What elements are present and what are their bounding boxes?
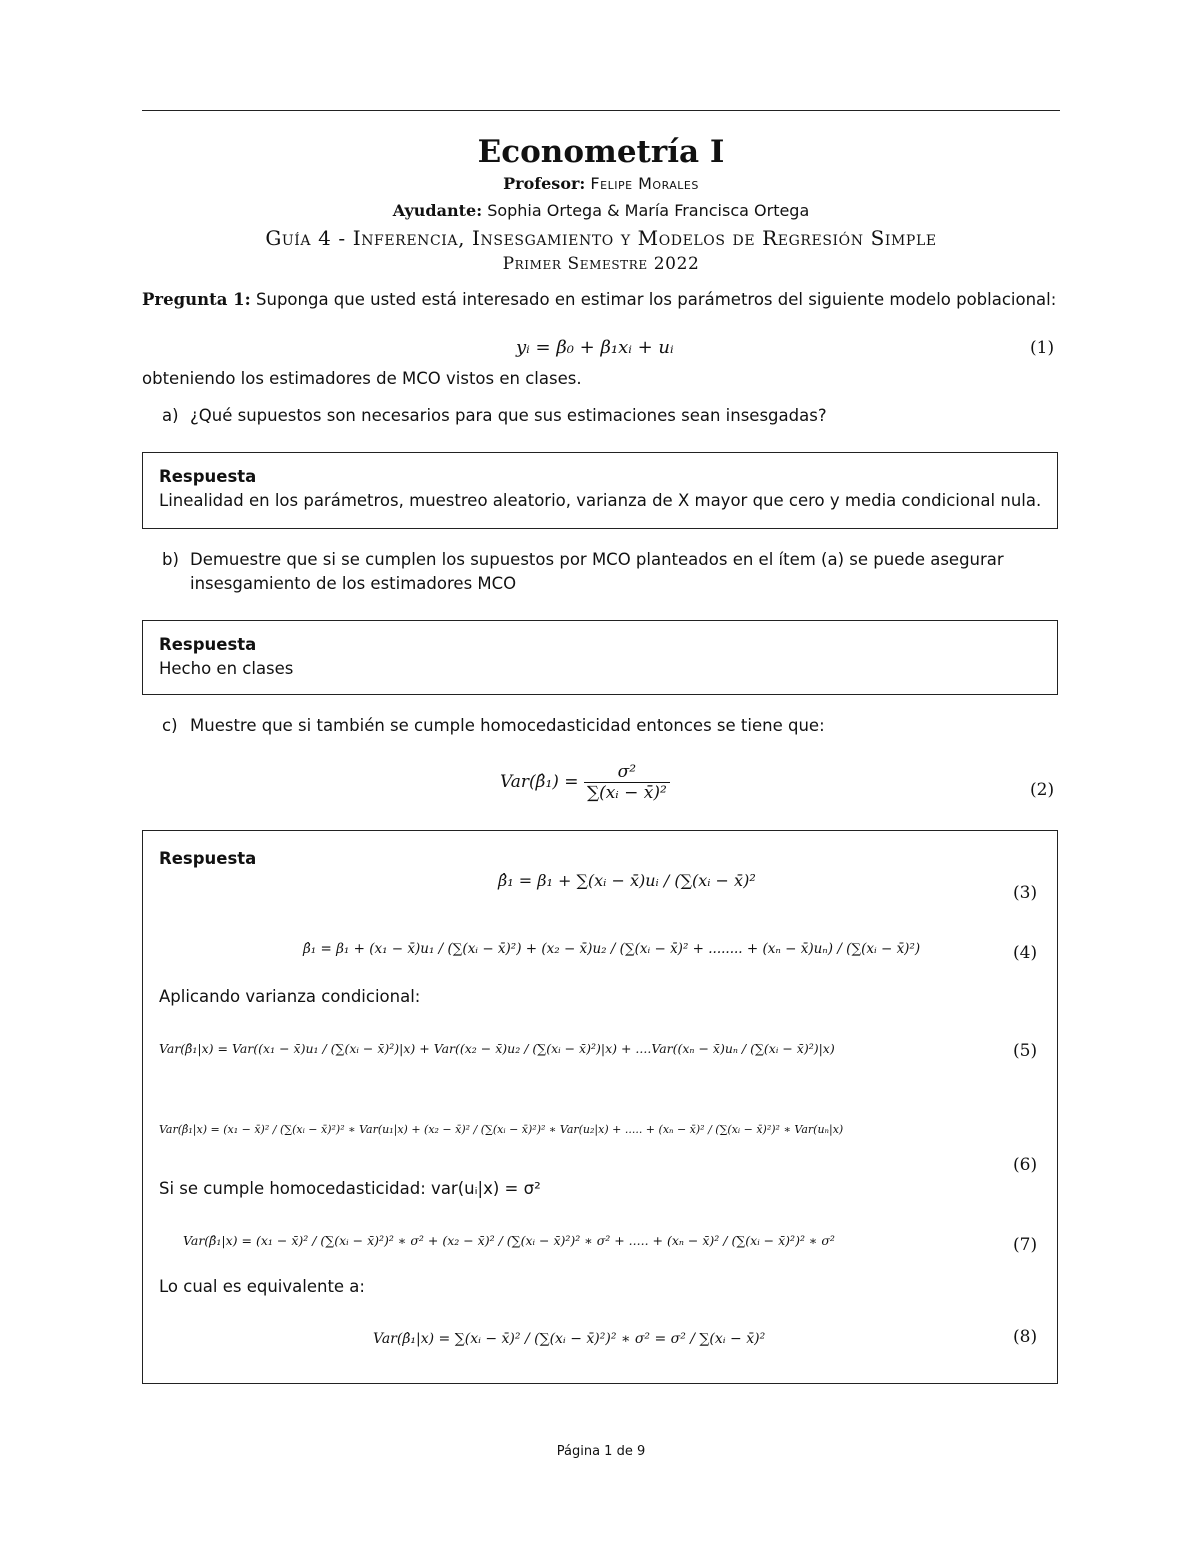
equation-5: Var(β̂₁|x) = Var((x₁ − x̄)u₁ / (∑(xᵢ − x̄)²)|x) + Var((x₂ − x̄)u₂ / (∑(xᵢ − x̄)²)|x) + ....Var((xₙ − x̄)uₙ / (∑(xᵢ − x̄)²)|x)	[159, 1041, 835, 1056]
equation-1-number: (1)	[1030, 338, 1055, 358]
equation-4-number: (4)	[1013, 943, 1038, 963]
ayudante-line	[142, 201, 1060, 220]
pregunta-1-after: obteniendo los estimadores de MCO vistos en clases.	[142, 369, 582, 388]
item-b-text-line1: Demuestre que si se cumplen los supuestos por MCO planteados en el ítem (a) se puede asegurar	[190, 550, 1004, 569]
equation-6-number: (6)	[1013, 1155, 1038, 1175]
semestre: Primer Semestre 2022	[502, 254, 700, 274]
respuesta-a-title: Respuesta	[159, 467, 257, 486]
homocedasticidad-text: Si se cumple homocedasticidad: var(uᵢ|x) = σ²	[159, 1179, 541, 1198]
equation-3: β̂₁ = β₁ + ∑(xᵢ − x̄)uᵢ / (∑(xᵢ − x̄)²	[498, 871, 756, 890]
equation-3-number: (3)	[1013, 883, 1038, 903]
item-a	[162, 404, 827, 428]
respuesta-b-title: Respuesta	[159, 635, 257, 654]
equation-6: Var(β̂₁|x) = (x₁ − x̄)² / (∑(xᵢ − x̄)²)² ∗ Var(u₁|x) + (x₂ − x̄)² / (∑(xᵢ − x̄)²)² ∗ Var(u₂|x) + ..... + (xₙ − x̄)² / (∑(xᵢ − x̄)²)² ∗ Var(uₙ|x)	[159, 1123, 844, 1136]
item-c	[162, 714, 825, 738]
item-b-label: b)	[162, 550, 179, 569]
respuesta-b-text: Hecho en clases	[159, 659, 294, 678]
ayudante-name: Sophia Ortega & María Francisca Ortega	[487, 201, 810, 220]
equation-8: Var(β̂₁|x) = ∑(xᵢ − x̄)² / (∑(xᵢ − x̄)²)² ∗ σ² = σ² / ∑(xᵢ − x̄)²	[373, 1331, 766, 1347]
equation-2-fraction	[584, 762, 670, 803]
respuesta-b-box	[142, 620, 1058, 695]
respuesta-a-box	[142, 452, 1058, 529]
page-footer: Página 1 de 9	[556, 1444, 646, 1459]
pregunta-1-text: Suponga que usted está interesado en estimar los parámetros del siguiente modelo poblacional:	[256, 290, 1057, 309]
equation-4: β̂₁ = β₁ + (x₁ − x̄)u₁ / (∑(xᵢ − x̄)²) + (x₂ − x̄)u₂ / (∑(xᵢ − x̄)² + ........ + (xₙ − x̄)uₙ) / (∑(xᵢ − x̄)²)	[303, 941, 921, 957]
guia-subtitle: Guía 4 - Inferencia, Insesgamiento y Modelos de Regresión Simple	[265, 226, 937, 250]
header-rule	[142, 110, 1060, 111]
item-a-label: a)	[162, 406, 179, 425]
profesor-line	[142, 174, 1060, 193]
profesor-name: Felipe Morales	[590, 174, 699, 193]
equation-2-lhs: Var(β̂₁) =	[500, 772, 579, 792]
equation-7-number: (7)	[1013, 1235, 1038, 1255]
item-c-text: Muestre que si también se cumple homocedasticidad entonces se tiene que:	[190, 716, 825, 735]
equivalente-text: Lo cual es equivalente a:	[159, 1277, 365, 1296]
equation-8-number: (8)	[1013, 1327, 1038, 1347]
pregunta-1-label: Pregunta 1:	[142, 290, 251, 309]
item-b-text-line2: insesgamiento de los estimadores MCO	[190, 574, 517, 593]
respuesta-c-title: Respuesta	[159, 849, 257, 868]
equation-2	[500, 762, 670, 803]
aplicando-text: Aplicando varianza condicional:	[159, 987, 421, 1006]
respuesta-a-text: Linealidad en los parámetros, muestreo aleatorio, varianza de X mayor que cero y media condicional nula.	[159, 491, 1042, 510]
pregunta-1	[142, 288, 1072, 312]
equation-2-numerator: σ²	[584, 762, 670, 783]
document-title: Econometría I	[477, 134, 725, 170]
item-a-text: ¿Qué supuestos son necesarios para que sus estimaciones sean insesgadas?	[190, 406, 827, 425]
equation-7: Var(β̂₁|x) = (x₁ − x̄)² / (∑(xᵢ − x̄)²)² ∗ σ² + (x₂ − x̄)² / (∑(xᵢ − x̄)²)² ∗ σ² + ..... + (xₙ − x̄)² / (∑(xᵢ − x̄)²)² ∗ σ²	[183, 1233, 835, 1248]
item-c-label: c)	[162, 716, 178, 735]
ayudante-label: Ayudante:	[392, 201, 483, 220]
equation-1: yᵢ = β₀ + β₁xᵢ + uᵢ	[516, 337, 674, 358]
equation-2-number: (2)	[1030, 780, 1055, 800]
respuesta-c-box	[142, 830, 1058, 1384]
equation-5-number: (5)	[1013, 1041, 1038, 1061]
profesor-label: Profesor:	[503, 174, 586, 193]
item-b	[162, 548, 1060, 596]
equation-2-denominator: ∑(xᵢ − x̄)²	[586, 783, 667, 803]
